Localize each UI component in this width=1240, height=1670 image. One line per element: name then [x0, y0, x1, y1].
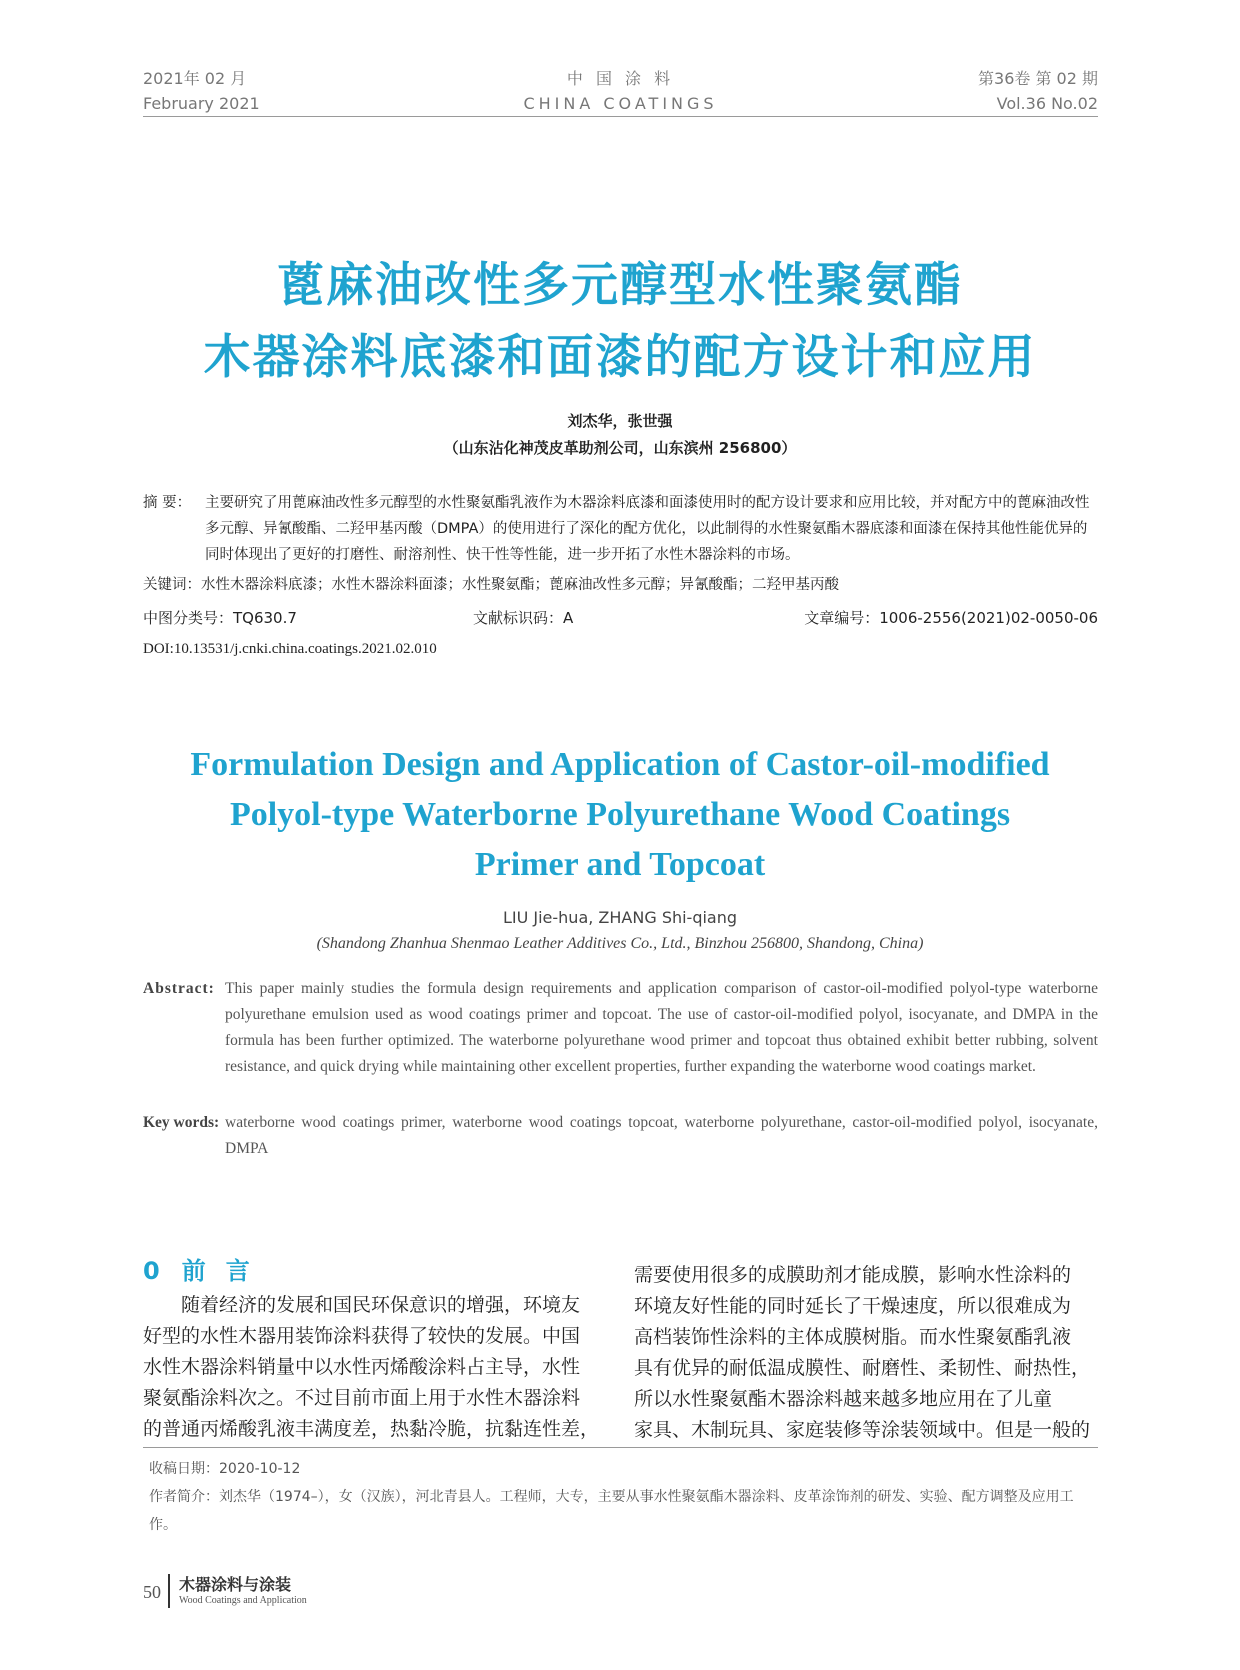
body-column-left	[143, 1290, 605, 1445]
abstract-en-label: Abstract:	[143, 980, 215, 997]
footer-divider	[168, 1574, 170, 1608]
title-en-line: Primer and Topcoat	[474, 846, 766, 883]
abstract-en	[143, 976, 1098, 1080]
header-date-en: February 2021	[143, 94, 260, 113]
article-number: 文章编号：1006-2556(2021)02-0050-06	[804, 609, 1098, 627]
section-heading	[143, 1253, 270, 1289]
author-bio: 作者简介：刘杰华（1974–），女（汉族），河北青县人。工程师，大专，主要从事水性聚氨酯木器涂料、皮革涂饰剂的研发、实验、配方调整及应用工作。	[149, 1489, 1074, 1533]
running-header	[143, 66, 1098, 117]
abstract-cn-text: 主要研究了用蓖麻油改性多元醇型的水性聚氨酯乳液作为木器涂料底漆和面漆使用时的配方设计要求和应用比较，并对配方中的蓖麻油改性多元醇、异氰酸酯、二羟甲基丙酸（DMPA）的使用进行了深化的配方优化，以此制得的水性聚氨酯木器底漆和面漆在保持其他性能优异的同时体现出了更好的打磨性、耐溶剂性、快干性等性能，进一步开拓了水性木器涂料的市场。	[205, 495, 1090, 563]
footnote-divider	[143, 1447, 1098, 1448]
abstract-en-text: This paper mainly studies the formula design requirements and application comparison of castor-oil-modified polyol-type waterborne polyurethane emulsion used as wood coatings primer and topcoat. The use of castor-oil-modified polyol, isocyanate, and DMPA in the formula has been further optimized. The waterborne polyurethane wood primer and topcoat thus obtained exhibit better rubbing, solvent resistance, and quick drying while maintaining other excellent properties, further expanding the waterborne wood coatings market.	[225, 980, 1098, 1075]
body-line: 具有优异的耐低温成膜性、耐磨性、柔韧性、耐热性，	[634, 1357, 1091, 1379]
authors-cn: 刘杰华，张世强	[567, 412, 673, 430]
title-en-line: Polyol-type Waterborne Polyurethane Wood Coatings	[229, 796, 1011, 833]
body-line: 环境友好性能的同时延长了干燥速度，所以很难成为	[634, 1295, 1072, 1317]
authors-en: LIU Jie-hua, ZHANG Shi-qiang	[502, 908, 738, 927]
footer-journal-en: Wood Coatings and Application	[179, 1595, 307, 1606]
body-line: 随着经济的发展和国民环保意识的增强，环境友	[181, 1294, 581, 1316]
body-column-right	[634, 1260, 1099, 1446]
received-date: 收稿日期：2020-10-12	[149, 1461, 301, 1477]
clc-number: 中图分类号：TQ630.7	[143, 609, 297, 627]
header-journal-cn: 中 国 涂 料	[566, 69, 675, 88]
footnote	[149, 1455, 1099, 1539]
header-date-cn: 2021年 02 月	[143, 69, 247, 88]
body-line: 家具、木制玩具、家庭装修等涂装领域中。但是一般的	[634, 1419, 1091, 1441]
doi: DOI:10.13531/j.cnki.china.coatings.2021.02.010	[143, 641, 437, 657]
body-line: 高档装饰性涂料的主体成膜树脂。而水性聚氨酯乳液	[634, 1326, 1072, 1348]
header-volume	[978, 66, 1098, 116]
header-journal	[143, 66, 1098, 116]
header-journal-en: CHINA COATINGS	[523, 94, 718, 113]
title-cn-line: 木器涂料底漆和面漆的配方设计和应用	[203, 330, 1037, 385]
body-line: 所以水性聚氨酯木器涂料越来越多地应用在了儿童	[634, 1388, 1053, 1410]
document-code: 文献标识码：A	[473, 609, 574, 627]
keywords-en-text: waterborne wood coatings primer, waterborne wood coatings topcoat, waterborne polyurethane, castor-oil-modified polyol, isocyanate, DMPA	[225, 1114, 1098, 1157]
section-number: 0	[143, 1257, 160, 1285]
title-cn	[60, 250, 1180, 394]
title-en-line: Formulation Design and Application of Castor-oil-modified	[190, 746, 1050, 783]
section-title: 前言	[181, 1257, 270, 1285]
abstract-cn	[143, 490, 1098, 568]
footer-journal-cn: 木器涂料与涂装	[179, 1575, 292, 1594]
title-en	[120, 740, 1120, 890]
keywords-en	[143, 1110, 1098, 1162]
body-line: 的普通丙烯酸乳液丰满度差，热黏冷脆，抗黏连性差，	[143, 1418, 600, 1440]
keywords-cn: 关键词：水性木器涂料底漆；水性木器涂料面漆；水性聚氨酯；蓖麻油改性多元醇；异氰酸酯；二羟甲基丙酸	[143, 577, 839, 593]
classification-row	[143, 605, 1098, 631]
body-line: 好型的水性木器用装饰涂料获得了较快的发展。中国	[143, 1325, 581, 1347]
keywords-en-label: Key words:	[143, 1114, 220, 1131]
header-volume-cn: 第36卷 第 02 期	[978, 69, 1098, 88]
affiliation-cn: （山东沾化神茂皮革助剂公司，山东滨州 256800）	[443, 439, 797, 457]
body-line: 聚氨酯涂料次之。不过目前市面上用于水性木器涂料	[143, 1387, 581, 1409]
title-cn-line: 蓖麻油改性多元醇型水性聚氨酯	[277, 258, 963, 313]
header-volume-en: Vol.36 No.02	[996, 94, 1098, 113]
body-line: 水性木器涂料销量中以水性丙烯酸涂料占主导，水性	[143, 1356, 581, 1378]
abstract-cn-label: 摘 要：	[143, 495, 192, 511]
affiliation-en: (Shandong Zhanhua Shenmao Leather Additives Co., Ltd., Binzhou 256800, Shandong, China)	[316, 935, 924, 952]
body-line: 需要使用很多的成膜助剂才能成膜，影响水性涂料的	[634, 1264, 1072, 1286]
page-number: 50	[143, 1582, 161, 1602]
